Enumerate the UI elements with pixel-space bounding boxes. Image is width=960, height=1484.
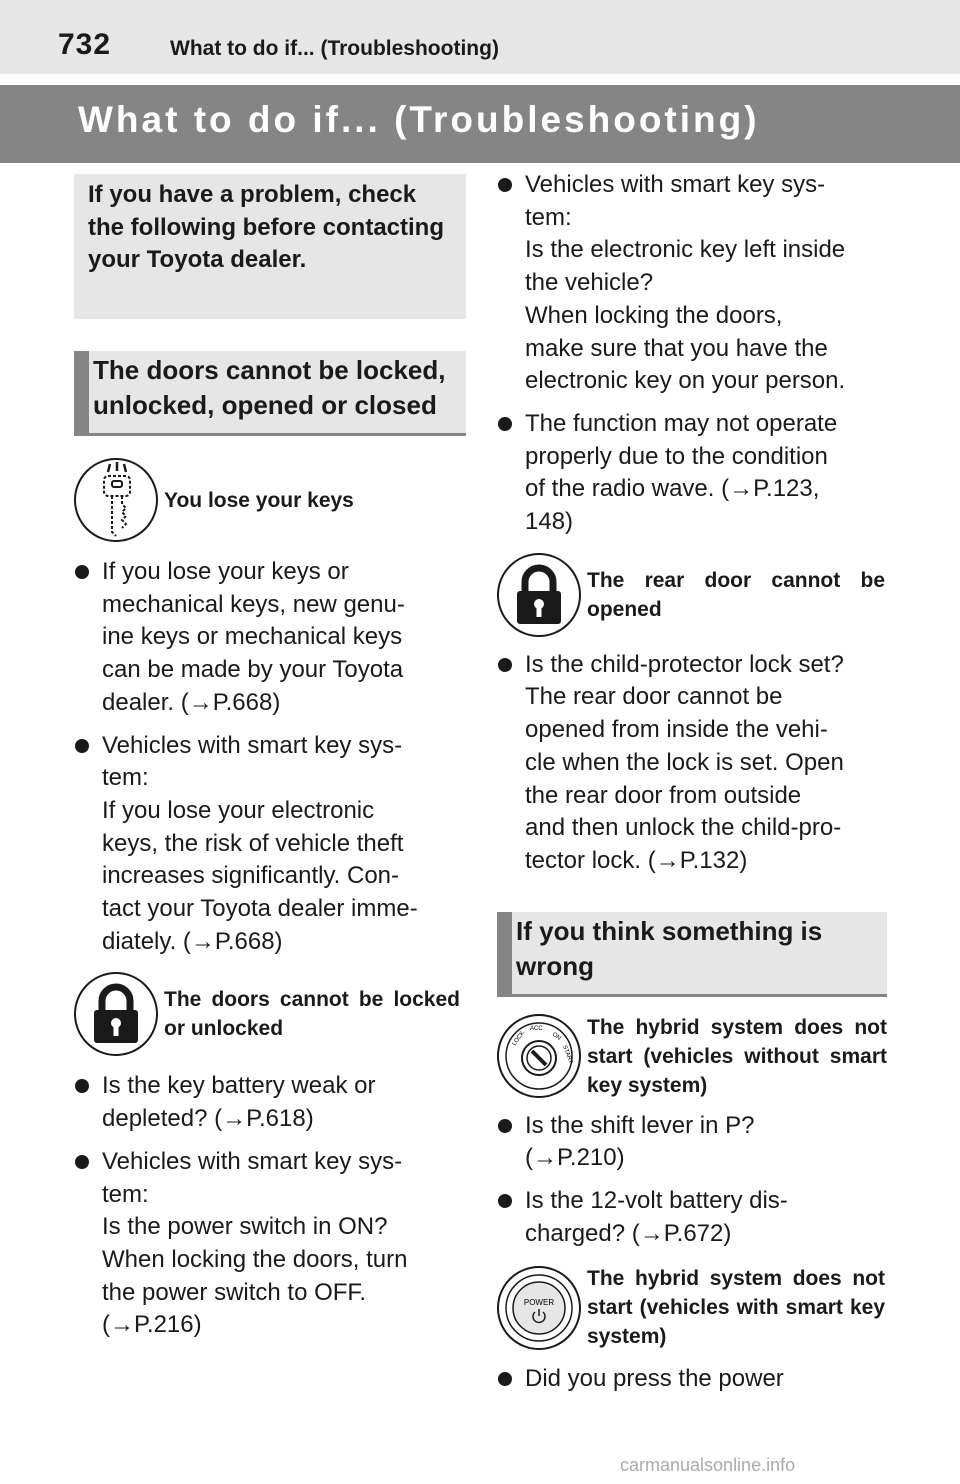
line: The function may not operate (525, 409, 838, 437)
chapter-title-band (0, 85, 960, 163)
padlock-icon (497, 553, 581, 637)
line: of the radio wave. (→P.123, (525, 475, 820, 503)
list-item (74, 556, 466, 720)
line: Is the key battery weak or (102, 1072, 376, 1100)
line: (→P.216) (102, 1311, 202, 1339)
subsection-cannot-lock (74, 972, 466, 1056)
list-item (74, 1146, 466, 1342)
line: 148) (525, 508, 574, 536)
list-item (74, 730, 466, 959)
line: Is the electronic key left inside (525, 236, 846, 264)
section-heading-doors: The doors cannot be locked, unlocked, opened or closed (74, 351, 466, 436)
running-title: What to do if... (Troubleshooting) (170, 37, 499, 60)
power-button-text: POWER (523, 1297, 555, 1307)
line: depleted? (→P.618) (102, 1105, 314, 1133)
line: increases significantly. Con- (102, 862, 400, 890)
line: The rear door cannot be (525, 683, 783, 711)
bullet-list-cannot-lock (74, 1070, 466, 1342)
bullet-list-cannot-lock-cont (497, 169, 887, 539)
subsection-rear-door (497, 553, 887, 637)
list-item (497, 649, 887, 878)
right-column (497, 171, 887, 1406)
line: Vehicles with smart key sys- (102, 731, 403, 759)
line: Vehicles with smart key sys- (102, 1147, 403, 1175)
line: When locking the doors, turn (102, 1245, 408, 1273)
line: the rear door from outside (525, 781, 802, 809)
line: cle when the lock is set. Open (525, 748, 844, 776)
line: charged? (→P.672) (525, 1219, 732, 1247)
line: (→P.210) (525, 1144, 625, 1172)
padlock-icon (74, 972, 158, 1056)
line: tact your Toyota dealer imme- (102, 895, 418, 923)
line: When locking the doors, (525, 301, 783, 329)
line: Did you press the power (525, 1365, 784, 1393)
line: If you lose your keys or (102, 558, 349, 585)
line: Is the power switch in ON? (102, 1213, 388, 1241)
ignition-label: START (561, 1044, 574, 1065)
line: Is the shift lever in P? (525, 1111, 755, 1139)
bullet-list-lose-keys (74, 556, 466, 958)
line: make sure that you have the (525, 334, 828, 362)
section-heading-wrong: If you think something is wrong (497, 912, 887, 997)
line: electronic key on your person. (525, 367, 846, 395)
line: tem: (525, 203, 572, 231)
intro-box: If you have a problem, check the following before contacting your Toyota dealer. (74, 174, 466, 319)
line: the power switch to OFF. (102, 1278, 367, 1306)
subsection-no-smart-key (497, 1013, 887, 1100)
list-item (497, 169, 887, 398)
line: the vehicle? (525, 269, 654, 297)
bullet-list-no-smart-key (497, 1110, 887, 1251)
line: mechanical keys, new genu- (102, 590, 405, 618)
line: tector lock. (→P.132) (525, 846, 748, 874)
ignition-label: ACC (530, 1026, 543, 1033)
page-number: 732 (58, 28, 112, 61)
bullet-list-rear-door (497, 649, 887, 878)
running-header (0, 0, 960, 74)
line: keys, the risk of vehicle theft (102, 829, 404, 857)
ignition-switch-icon (497, 1014, 581, 1098)
line: ine keys or mechanical keys (102, 623, 403, 651)
line: Vehicles with smart key sys- (525, 171, 826, 198)
key-icon (74, 458, 158, 542)
subsection-label: You lose your keys (164, 488, 354, 512)
line: properly due to the condition (525, 442, 828, 470)
line: Is the 12-volt battery dis- (525, 1187, 788, 1215)
watermark: carmanualsonline.info (620, 1455, 796, 1475)
line: tem: (102, 1180, 149, 1208)
line: and then unlock the child-pro- (525, 814, 842, 842)
subsection-lose-keys (74, 458, 466, 542)
chapter-title: What to do if... (Troubleshooting) (78, 99, 760, 140)
subsection-label: The rear door cannot be opened (587, 568, 885, 621)
list-item (74, 1070, 466, 1135)
line: dealer. (→P.668) (102, 688, 281, 716)
ignition-label: LOCK (511, 1030, 527, 1048)
subsection-label: The hybrid system does not start (vehicles without smart key system) (587, 1015, 887, 1097)
list-item (497, 1363, 887, 1396)
line: can be made by your Toyota (102, 656, 404, 684)
subsection-label: The hybrid system does not start (vehicles with smart key system) (587, 1267, 885, 1349)
bullet-list-smart-key (497, 1363, 887, 1396)
ignition-label: ON (550, 1031, 562, 1042)
power-button-icon (497, 1266, 581, 1350)
line: tem: (102, 764, 149, 792)
line: diately. (→P.668) (102, 927, 283, 955)
left-column (74, 174, 466, 1352)
subsection-smart-key (497, 1264, 887, 1351)
subsection-label: The doors cannot be locked or unlocked (164, 988, 460, 1041)
line: Is the child-protector lock set? (525, 650, 844, 678)
list-item (497, 1110, 887, 1175)
list-item (497, 408, 887, 539)
line: opened from inside the vehi- (525, 716, 828, 744)
list-item (497, 1185, 887, 1250)
line: If you lose your electronic (102, 796, 375, 824)
